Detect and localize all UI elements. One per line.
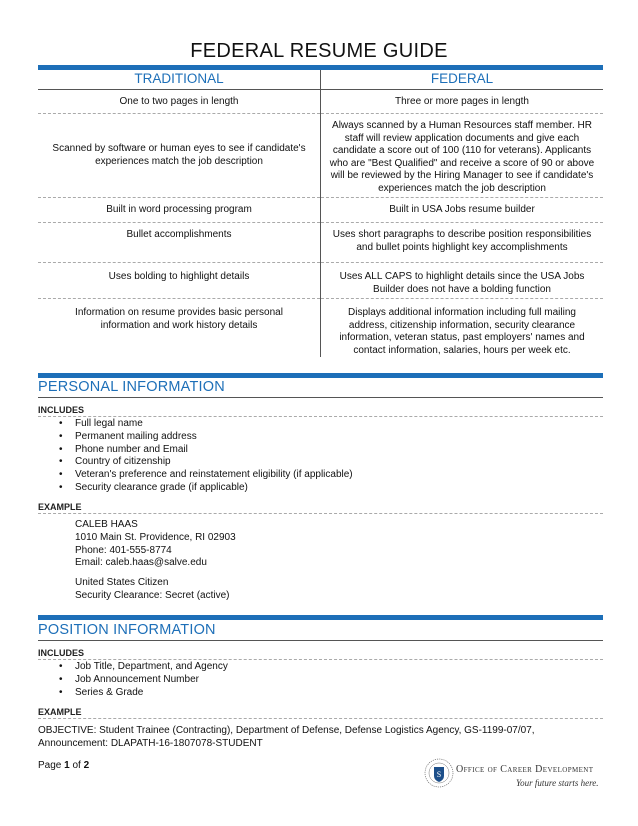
table-row bbox=[38, 198, 603, 223]
position-includes-list bbox=[56, 661, 228, 699]
table-row bbox=[38, 263, 603, 299]
traditional-cell: Scanned by software or human eyes to see if candidate's experiences match the job description bbox=[38, 114, 321, 198]
list-item: • Job Title, Department, and Agency bbox=[56, 661, 228, 674]
example-label: EXAMPLE bbox=[38, 502, 82, 512]
list-item: • Security clearance grade (if applicable) bbox=[56, 482, 353, 495]
personal-example-block bbox=[75, 519, 236, 603]
includes-label: INCLUDES bbox=[38, 405, 85, 415]
example-email: Email: caleb.haas@salve.edu bbox=[75, 557, 207, 569]
personal-includes-list bbox=[56, 418, 353, 495]
table-row bbox=[38, 90, 603, 114]
list-item: • Veteran's preference and reinstatement eligibility (if applicable) bbox=[56, 469, 353, 482]
section-divider-bar bbox=[38, 615, 603, 620]
label-divider bbox=[38, 718, 603, 719]
traditional-cell: One to two pages in length bbox=[38, 90, 321, 114]
office-tagline: Your future starts here. bbox=[516, 778, 599, 788]
table-row bbox=[38, 114, 603, 198]
page-title: FEDERAL RESUME GUIDE bbox=[190, 40, 448, 62]
section-title-personal: PERSONAL INFORMATION bbox=[38, 379, 225, 395]
example-clearance: Security Clearance: Secret (active) bbox=[75, 589, 230, 601]
column-header-traditional: TRADITIONAL bbox=[38, 70, 321, 90]
table-row bbox=[38, 299, 603, 358]
traditional-cell: Uses bolding to highlight details bbox=[38, 263, 321, 299]
objective-line: OBJECTIVE: Student Trainee (Contracting), Department of Defense, Defense Logistics Agency, GS-1199-07/07, bbox=[38, 725, 535, 736]
federal-cell: Three or more pages in length bbox=[321, 90, 604, 114]
svg-text:S: S bbox=[436, 770, 442, 779]
label-divider bbox=[38, 513, 603, 514]
column-header-federal: FEDERAL bbox=[321, 70, 604, 90]
includes-label: INCLUDES bbox=[38, 648, 85, 658]
list-item: • Permanent mailing address bbox=[56, 431, 353, 444]
federal-cell: Always scanned by a Human Resources staff member. HR staff will review application documents and give each candidate a score out of 100 (110 for veterans). Applicants who are "Best Qualified" and receive a score of 90 or above will be reviewed by the Hiring Manager to see if candidate's experiences match the job description bbox=[321, 114, 604, 198]
list-item: • Country of citizenship bbox=[56, 456, 353, 469]
section-underline bbox=[38, 397, 603, 398]
label-divider bbox=[38, 659, 603, 660]
example-phone: Phone: 401-555-8774 bbox=[75, 544, 172, 556]
section-title-position: POSITION INFORMATION bbox=[38, 622, 216, 638]
list-item: • Series & Grade bbox=[56, 687, 228, 700]
comparison-header-row bbox=[38, 70, 603, 90]
list-item: • Phone number and Email bbox=[56, 444, 353, 457]
federal-cell: Displays additional information including full mailing address, citizenship information, security clearance information, veteran status, past employers' names and contact information, salaries, hours per week etc. bbox=[339, 307, 585, 356]
position-example-block bbox=[38, 724, 603, 750]
example-citizenship: United States Citizen bbox=[75, 577, 169, 589]
example-name: CALEB HAAS bbox=[75, 519, 138, 530]
section-divider-bar bbox=[38, 373, 603, 378]
traditional-cell: Information on resume provides basic personal information and work history details bbox=[38, 299, 321, 358]
comparison-table bbox=[38, 70, 603, 357]
label-divider bbox=[38, 416, 603, 417]
traditional-cell: Built in word processing program bbox=[38, 198, 321, 223]
federal-cell: Built in USA Jobs resume builder bbox=[321, 198, 604, 223]
example-label: EXAMPLE bbox=[38, 707, 82, 717]
list-item: • Job Announcement Number bbox=[56, 674, 228, 687]
table-row bbox=[38, 223, 603, 263]
list-item: • Full legal name bbox=[56, 418, 353, 431]
office-logo bbox=[424, 758, 604, 794]
section-underline bbox=[38, 640, 603, 641]
example-address: 1010 Main St. Providence, RI 02903 bbox=[75, 531, 236, 543]
traditional-cell: Bullet accomplishments bbox=[38, 223, 321, 263]
page-number: Page 1 of 2 bbox=[38, 760, 90, 771]
office-name: Office of Career Development bbox=[456, 764, 594, 775]
announcement-line: Announcement: DLAPATH-16-1807078-STUDENT bbox=[38, 738, 263, 749]
university-seal-icon bbox=[424, 758, 454, 788]
federal-cell: Uses ALL CAPS to highlight details since the USA Jobs Builder does not have a bolding function bbox=[321, 263, 604, 299]
federal-cell: Uses short paragraphs to describe position responsibilities and bullet points highlight key accomplishments bbox=[321, 223, 604, 263]
